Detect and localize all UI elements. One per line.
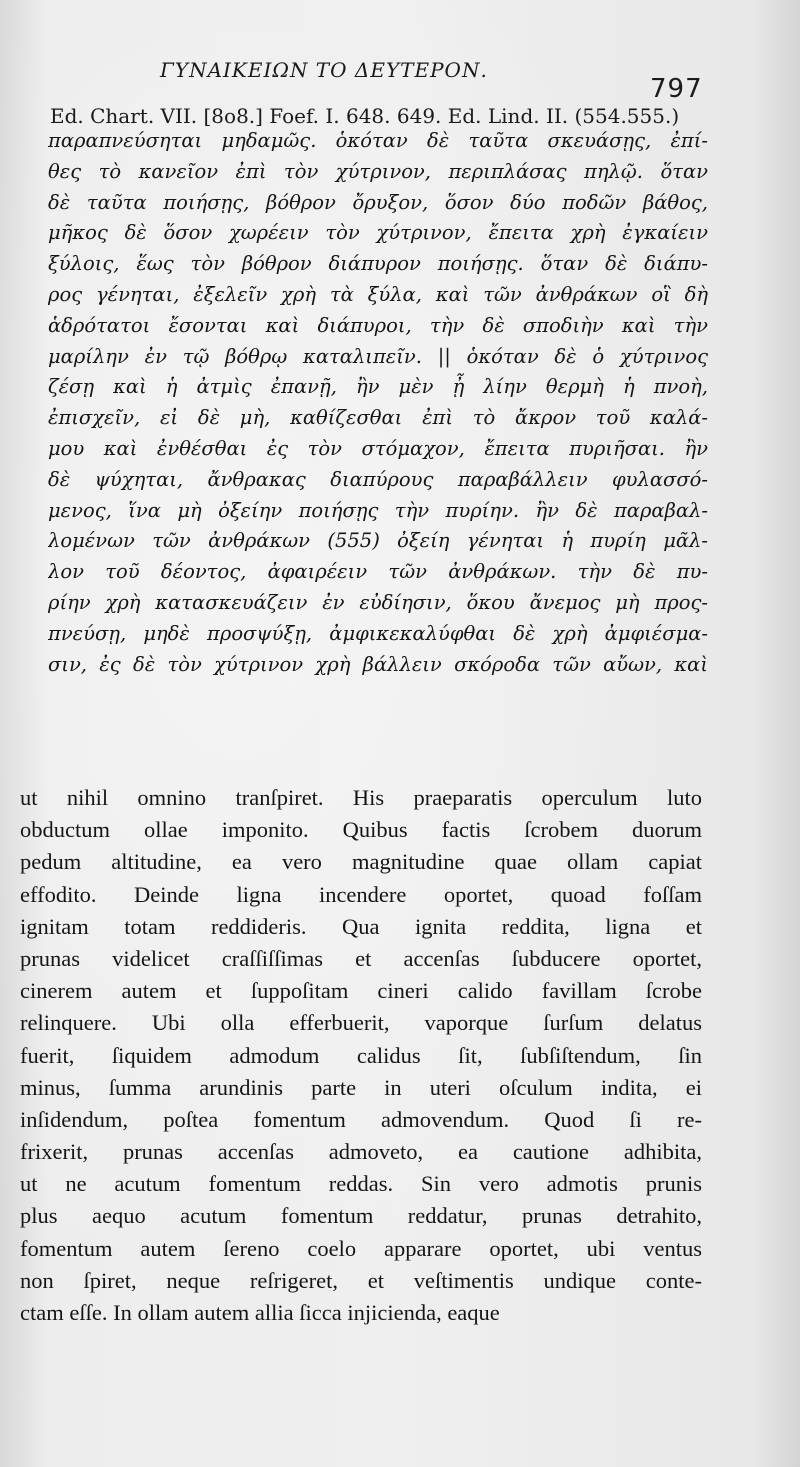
greek-line: ἁδρότατοι ἔσονται καὶ διάπυροι, τὴν δὲ σποδιὴν καὶ τὴν (48, 313, 708, 337)
greek-line: πνεύσῃ, μηδὲ προσψύξῃ, ἀμφικεκαλύφθαι δὲ χρὴ ἀμφιέσμα- (48, 621, 708, 645)
greek-line: ξύλοις, ἕως τὸν βόθρον διάπυρον ποιήσῃς. ὅταν δὲ διάπυ- (48, 252, 708, 276)
latin-line: ut nihil omnino tranſpiret. His praeparatis operculum luto (20, 785, 702, 810)
greek-line: μου καὶ ἐνθέσθαι ἐς τὸν στόμαχον, ἔπειτα πυριῆσαι. ἢν (48, 436, 708, 460)
greek-line: παραπνεύσηται μηδαμῶς. ὁκόταν δὲ ταῦτα σκευάσῃς, ἐπί- (48, 129, 708, 152)
latin-line: frixerit, prunas accenſas admoveto, ea cautione adhibita, (20, 1139, 702, 1165)
latin-line: effodito. Deinde ligna incendere oportet, quoad foſſam (20, 881, 702, 907)
latin-line: non ſpiret, neque reſrigeret, et veſtimentis undique conte- (20, 1267, 702, 1293)
greek-line: λον τοῦ δέοντος, ἀφαιρέειν τῶν ἀνθράκων. τὴν δὲ πυ- (48, 560, 708, 584)
latin-line: relinquere. Ubi olla efferbuerit, vaporque ſurſum delatus (20, 1010, 702, 1036)
latin-line: minus, ſumma arundinis parte in uteri oſculum indita, ei (20, 1074, 702, 1100)
greek-line: ἐπισχεῖν, εἰ δὲ μὴ, καθίζεσθαι ἐπὶ τὸ ἄκρον τοῦ καλά- (48, 406, 708, 430)
greek-line: λομένων τῶν ἀνθράκων (555) ὀξείη γένηται ἡ πυρίη μᾶλ- (48, 529, 708, 553)
greek-line: μενος, ἵνα μὴ ὀξείην ποιήσῃς τὴν πυρίην. ἢν δὲ παραβαλ- (48, 498, 708, 522)
greek-line: σιν, ἐς δὲ τὸν χύτρινον χρὴ βάλλειν σκόροδα τῶν αὔων, καὶ (48, 652, 708, 676)
latin-line: ignitam totam reddideris. Qua ignita reddita, ligna et (20, 913, 702, 939)
greek-line: μαρίλην ἐν τῷ βόθρῳ καταλιπεῖν. || ὁκόταν δὲ ὁ χύτρινος (48, 344, 708, 368)
greek-line: μῆκος δὲ ὅσον χωρέειν τὸν χύτρινον, ἔπειτα χρὴ ἐγκαίειν (48, 221, 708, 245)
greek-line: ρος γένηται, ἐξελεῖν χρὴ τὰ ξύλα, καὶ τῶν ἀνθράκων οἳ δὴ (48, 282, 708, 306)
greek-line: θες τὸ κανεῖον ἐπὶ τὸν χύτρινον, περιπλάσας πηλῷ. ὅταν (48, 159, 708, 183)
page-number: 797 (650, 74, 703, 104)
latin-line: cinerem autem et ſuppoſitam cineri calido favillam ſcrobe (20, 978, 702, 1004)
greek-line: ζέσῃ καὶ ἡ ἀτμὶς ἐπανῇ, ἢν μὲν ᾖ λίην θερμὴ ἡ πνοὴ, (48, 375, 708, 399)
latin-line: pedum altitudine, ea vero magnitudine quae ollam capiat (20, 849, 702, 875)
greek-line: δὲ ταῦτα ποιήσῃς, βόθρον ὄρυξον, ὅσον δύο ποδῶν βάθος, (48, 190, 708, 214)
latin-line: obductum ollae imponito. Quibus factis ſcrobem duorum (20, 817, 702, 843)
latin-text-block (20, 782, 702, 1329)
greek-line: δὲ ψύχηται, ἄνθρακας διαπύρους παραβάλλειν φυλασσό- (48, 467, 708, 491)
latin-line: prunas videlicet craſſiſſimas et accenſas ſubducere oportet, (20, 945, 702, 971)
latin-line: plus aequo acutum fomentum reddatur, prunas detrahito, (20, 1203, 702, 1229)
greek-line: ρίην χρὴ κατασκευάζειν ἐν εὐδίησιν, ὅκου ἄνεμος μὴ προς- (48, 590, 708, 614)
latin-line: ut ne acutum fomentum reddas. Sin vero admotis prunis (20, 1171, 702, 1197)
greek-text-block (48, 126, 708, 680)
latin-line: fuerit, ſiquidem admodum calidus ſit, ſubſiſtendum, ſin (20, 1042, 702, 1068)
edition-reference-line: Ed. Chart. VII. [8o8.] Foef. I. 648. 649. Ed. Lind. II. (554.555.) (50, 104, 680, 128)
running-head: ΓΥΝΑΙΚΕΙΩΝ ΤΟ ΔΕΥΤΕΡΟΝ. (160, 58, 488, 82)
latin-line: inſidendum, poſtea fomentum admovendum. Quod ſi re- (20, 1106, 702, 1132)
latin-line: fomentum autem ſereno coelo apparare oportet, ubi ventus (20, 1235, 702, 1261)
latin-line: ctam eſſe. In ollam autem allia ſicca injicienda, eaque (20, 1300, 500, 1325)
